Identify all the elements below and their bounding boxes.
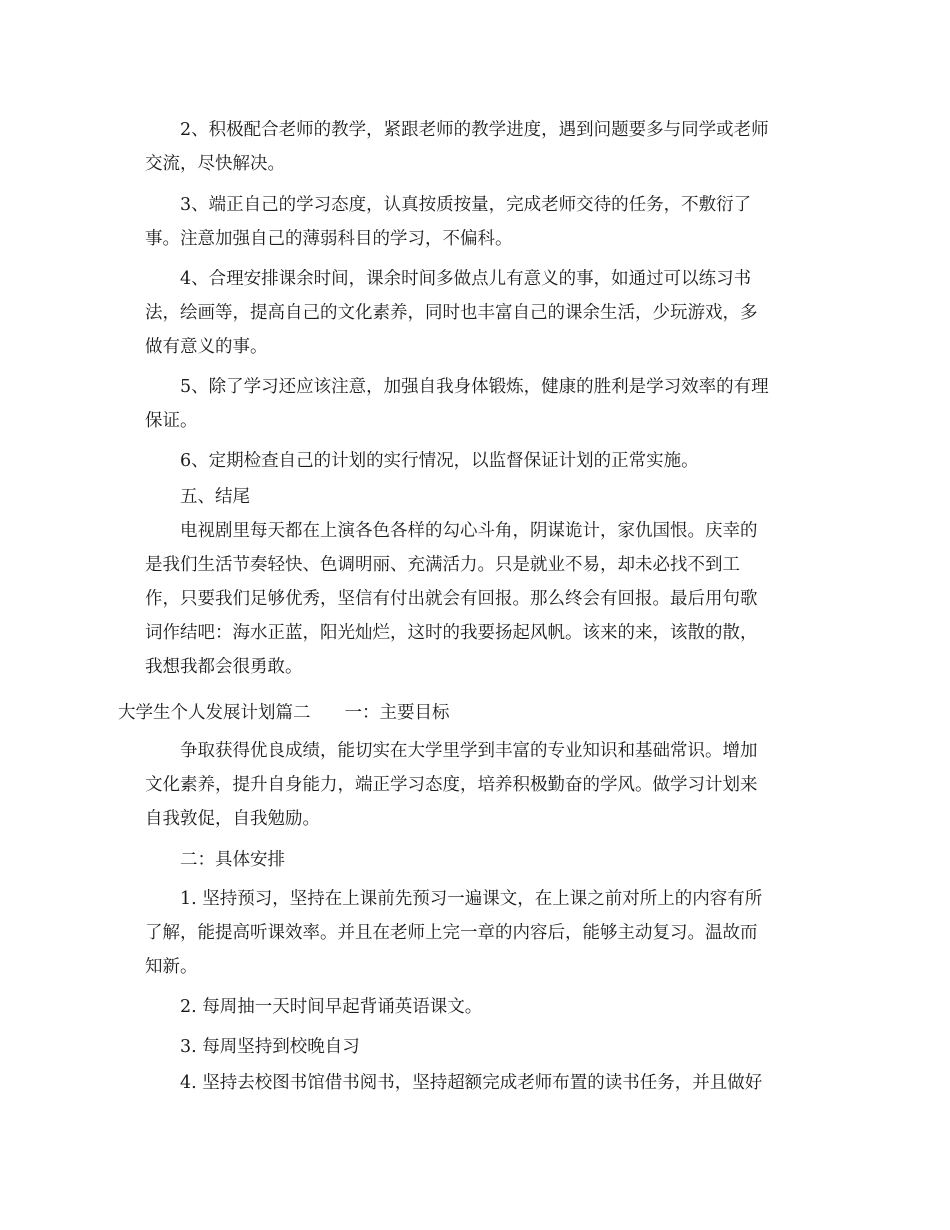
- list-item: 3. 每周坚持到校晚自习: [180, 1037, 360, 1057]
- text-line: 是我们生活节奏轻快、色调明丽、充满活力。只是就业不易，却未必找不到工: [145, 555, 740, 575]
- text-line: 4、合理安排课余时间，课余时间多做点儿有意义的事，如通过可以练习书: [180, 269, 752, 289]
- text-line: 争取获得优良成绩，能切实在大学里学到丰富的专业知识和基础常识。增加: [180, 741, 758, 761]
- text-line: 做有意义的事。: [145, 337, 268, 357]
- text-line: 2、积极配合老师的教学，紧跟老师的教学进度，遇到问题要多与同学或老师: [180, 120, 769, 140]
- text-line: 作，只要我们足够优秀，坚信有付出就会有回报。那么终会有回报。最后用句歌: [145, 589, 758, 609]
- section-heading: 五、结尾: [180, 487, 250, 507]
- text-line: 知新。: [145, 957, 198, 977]
- list-item: 1. 坚持预习，坚持在上课前先预习一遍课文，在上课之前对所上的内容有所: [180, 889, 763, 909]
- text-line: 6、定期检查自己的计划的实行情况，以监督保证计划的正常实施。: [180, 451, 699, 471]
- section-heading: 二：具体安排: [180, 850, 285, 870]
- text-line: 交流，尽快解决。: [145, 154, 285, 174]
- article-title: 大学生个人发展计划篇二: [118, 703, 311, 723]
- text-line: 事。注意加强自己的薄弱科目的学习，不偏科。: [145, 229, 513, 249]
- text-line: 我想我都会很勇敢。: [145, 657, 303, 677]
- article-title-line: [118, 696, 450, 730]
- text-line: 5、除了学习还应该注意，加强自我身体锻炼，健康的胜利是学习效率的有理: [180, 377, 769, 397]
- text-line: 自我敦促，自我勉励。: [145, 809, 320, 829]
- text-line: 法，绘画等，提高自己的文化素养，同时也丰富自己的课余生活，少玩游戏，多: [145, 303, 758, 323]
- list-item: 2. 每周抽一天时间早起背诵英语课文。: [180, 997, 483, 1017]
- text-line: 保证。: [145, 411, 198, 431]
- text-line: 电视剧里每天都在上演各色各样的勾心斗角，阴谋诡计，家仇国恨。庆幸的: [180, 521, 758, 541]
- list-item: 4. 坚持去校图书馆借书阅书，坚持超额完成老师布置的读书任务，并且做好: [180, 1073, 763, 1093]
- text-line: 了解，能提高听课效率。并且在老师上完一章的内容后，能够主动复习。温故而: [145, 923, 758, 943]
- section-heading: 一：主要目标: [344, 703, 450, 723]
- text-line: 词作结吧：海水正蓝，阳光灿烂，这时的我要扬起风帆。该来的来，该散的散，: [145, 623, 758, 643]
- text-line: 文化素养，提升自身能力，端正学习态度，培养积极勤奋的学风。做学习计划来: [145, 775, 758, 795]
- text-line: 3、端正自己的学习态度，认真按质按量，完成老师交待的任务，不敷衍了: [180, 195, 752, 215]
